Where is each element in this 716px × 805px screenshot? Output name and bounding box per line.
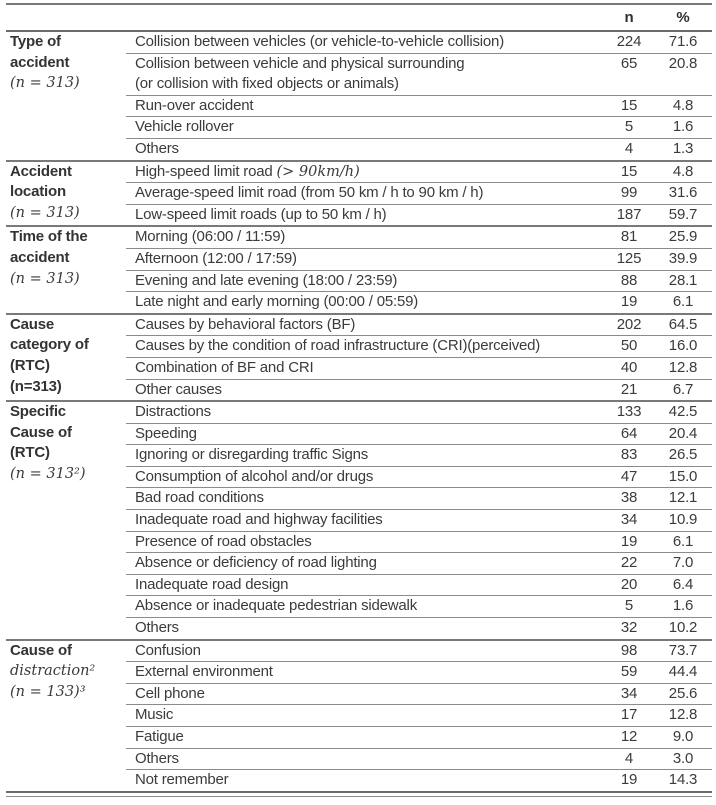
- cell-n: 38: [620, 489, 638, 507]
- cell-n: 64: [620, 424, 638, 442]
- cell-n: 40: [620, 358, 638, 376]
- cell-n: 34: [620, 511, 638, 529]
- row-description: [126, 488, 604, 509]
- table-row: [126, 204, 712, 226]
- cell-n: 99: [620, 184, 638, 202]
- description-text: Distractions: [135, 403, 211, 421]
- row-description: [126, 96, 604, 117]
- table-header-row: [6, 5, 712, 30]
- table-section: [6, 313, 712, 400]
- cell-percent: 26.5: [668, 446, 698, 464]
- description-text: Late night and early morning (00:00 / 05:59): [135, 293, 419, 311]
- cell-n: 4: [624, 139, 634, 157]
- section-label-line: Type of: [10, 33, 61, 50]
- description-text: Other causes: [135, 380, 222, 398]
- cell-n: 34: [620, 684, 638, 702]
- cell-percent: 6.1: [672, 532, 694, 550]
- cell-percent: 73.7: [668, 641, 698, 659]
- row-description: [126, 510, 604, 531]
- table-section: [6, 225, 712, 312]
- column-header-n: n: [624, 9, 634, 26]
- cell-percent: 39.9: [668, 249, 698, 267]
- section-rows: [126, 32, 712, 160]
- table-row: [126, 595, 712, 617]
- cell-n: 21: [620, 380, 638, 398]
- row-description: [126, 575, 604, 596]
- section-rows: [126, 227, 712, 312]
- cell-n: 15: [620, 96, 638, 114]
- row-description: [126, 315, 604, 336]
- cell-percent: 12.1: [668, 489, 698, 507]
- row-description: [126, 249, 604, 270]
- table-row: [126, 704, 712, 726]
- table-row: [126, 162, 712, 183]
- cell-n: 81: [620, 228, 638, 246]
- section-label-line: (n=313): [10, 377, 62, 395]
- table-row: [126, 53, 712, 95]
- table-row: [126, 270, 712, 292]
- cell-percent: 6.7: [672, 380, 694, 398]
- description-text: Presence of road obstacles: [135, 532, 312, 550]
- table-row: [126, 683, 712, 705]
- row-description: [126, 445, 604, 466]
- section-rows: [126, 162, 712, 226]
- cell-n: 19: [620, 532, 638, 550]
- table-row: [126, 357, 712, 379]
- description-text: Consumption of alcohol and/or drugs: [135, 467, 374, 485]
- description-text: Combination of BF and CRI: [135, 358, 314, 376]
- description-text: Collision between vehicle and physical surrounding: [135, 54, 465, 72]
- cell-percent: 10.2: [668, 619, 698, 637]
- section-label-line: Time of the: [10, 228, 88, 246]
- section-label-line: Specific: [10, 403, 66, 421]
- row-description: [126, 380, 604, 401]
- description-text: Inadequate road and highway facilities: [135, 511, 383, 529]
- description-text: Morning (06:00 / 11:59): [135, 228, 286, 246]
- row-description: [126, 684, 604, 705]
- section-label-line: (n = 313): [10, 75, 80, 92]
- description-text: Collision between vehicles (or vehicle-to-vehicle collision): [135, 33, 504, 50]
- table-row: [126, 661, 712, 683]
- row-description: [126, 271, 604, 292]
- table-row: [126, 291, 712, 313]
- cell-percent: 15.0: [668, 467, 698, 485]
- cell-percent: 9.0: [672, 728, 694, 745]
- table-row: [126, 748, 712, 770]
- cell-percent: 25.6: [668, 684, 698, 702]
- cell-percent: 25.9: [668, 228, 698, 246]
- table-row: [126, 402, 712, 423]
- table-row: [126, 466, 712, 488]
- section-label-line: accident: [10, 248, 70, 266]
- cell-percent: 31.6: [668, 184, 698, 202]
- cell-percent: 28.1: [668, 271, 698, 289]
- table-row: [126, 509, 712, 531]
- description-text: Others: [135, 139, 179, 157]
- section-label-line: (RTC): [10, 356, 50, 374]
- cell-n: 202: [616, 315, 642, 333]
- description-text: Low-speed limit roads (up to 50 km / h): [135, 205, 387, 223]
- table-row: [126, 335, 712, 357]
- cell-n: 19: [620, 293, 638, 311]
- cell-n: 125: [616, 249, 642, 267]
- cell-percent: 14.3: [668, 771, 698, 789]
- table-row: [126, 138, 712, 160]
- row-description: [126, 32, 604, 53]
- description-text: High-speed limit road: [135, 162, 277, 180]
- table-body: [6, 30, 712, 793]
- row-description: [126, 183, 604, 204]
- table-row: [126, 182, 712, 204]
- section-label: [6, 641, 126, 791]
- table-row: [126, 423, 712, 445]
- cell-percent: 16.0: [668, 337, 698, 355]
- description-text: Run-over accident: [135, 96, 254, 114]
- cell-percent: 59.7: [668, 205, 698, 223]
- row-description: [126, 467, 604, 488]
- row-description: [126, 54, 604, 95]
- section-label-line: distraction²: [10, 663, 96, 680]
- cell-percent: 12.8: [668, 706, 698, 724]
- cell-percent: 42.5: [668, 403, 698, 421]
- cell-percent: 10.9: [668, 511, 698, 529]
- section-label-line: Cause: [10, 315, 55, 333]
- cell-n: 59: [620, 663, 638, 681]
- description-text: Afternoon (12:00 / 17:59): [135, 249, 297, 267]
- cell-n: 47: [620, 467, 638, 485]
- cell-percent: 12.8: [668, 358, 698, 376]
- section-label-line: (n = 313): [10, 270, 80, 287]
- row-description: [126, 596, 604, 617]
- row-description: [126, 553, 604, 574]
- description-text: Vehicle rollover: [135, 118, 234, 136]
- cell-percent: 3.0: [672, 749, 694, 767]
- description-text: Music: [135, 706, 174, 724]
- description-text: Average-speed limit road (from 50 km / h to 90 km / h): [135, 184, 484, 202]
- cell-percent: 1.6: [672, 597, 694, 615]
- cell-n: 19: [620, 771, 638, 789]
- row-description: [126, 117, 604, 138]
- table-section: [6, 400, 712, 639]
- row-description-line2: (or collision with fixed objects or animals): [135, 75, 399, 93]
- section-label: [6, 162, 126, 226]
- description-text: External environment: [135, 663, 273, 681]
- row-description: [126, 424, 604, 445]
- description-text: Others: [135, 749, 179, 767]
- cell-n: 83: [620, 446, 638, 464]
- table-row: [126, 32, 712, 53]
- cell-n: 50: [620, 337, 638, 355]
- section-label-line: Cause of: [10, 641, 72, 659]
- table-row: [126, 531, 712, 553]
- row-description: [126, 205, 604, 226]
- table-row: [126, 227, 712, 248]
- table-row: [126, 444, 712, 466]
- table-row: [126, 641, 712, 662]
- description-text: Fatigue: [135, 728, 184, 745]
- description-text: Bad road conditions: [135, 489, 264, 507]
- description-math-text: (> 90km/h): [276, 163, 360, 180]
- cell-n: 65: [620, 54, 638, 72]
- cell-percent: 7.0: [672, 554, 694, 572]
- section-label-line: accident: [10, 53, 70, 71]
- cell-percent: 64.5: [668, 315, 698, 333]
- description-text: Absence or inadequate pedestrian sidewalk: [135, 597, 417, 615]
- description-text: Causes by behavioral factors (BF): [135, 315, 356, 333]
- cell-n: 5: [624, 118, 634, 136]
- cell-n: 133: [616, 403, 642, 421]
- table-row: [126, 487, 712, 509]
- cell-percent: 1.6: [672, 118, 694, 136]
- cell-percent: 6.4: [672, 575, 694, 593]
- table-row: [126, 315, 712, 336]
- row-description: [126, 770, 604, 791]
- row-description: [126, 336, 604, 357]
- description-text: Cell phone: [135, 684, 205, 702]
- section-label: [6, 32, 126, 160]
- cell-n: 224: [616, 33, 642, 50]
- section-rows: [126, 315, 712, 400]
- cell-percent: 6.1: [672, 293, 694, 311]
- row-description: [126, 749, 604, 770]
- description-text: Confusion: [135, 641, 201, 659]
- section-rows: [126, 641, 712, 791]
- table-row: [126, 552, 712, 574]
- cell-n: 98: [620, 641, 638, 659]
- row-description: [126, 727, 604, 748]
- table-section: [6, 32, 712, 160]
- description-text: Not remember: [135, 771, 229, 789]
- row-description: [126, 162, 604, 183]
- table-row: [126, 574, 712, 596]
- section-label-line: (n = 313²): [10, 465, 86, 482]
- column-header-percent: %: [676, 9, 690, 26]
- section-label-line: (n = 313): [10, 204, 80, 221]
- cell-percent: 71.6: [668, 33, 698, 50]
- section-label-line: Cause of: [10, 423, 72, 441]
- cell-percent: 20.8: [668, 54, 698, 72]
- description-text: Evening and late evening (18:00 / 23:59): [135, 271, 398, 289]
- row-description: [126, 292, 604, 313]
- table-row: [126, 116, 712, 138]
- row-description: [126, 227, 604, 248]
- description-text: Speeding: [135, 424, 197, 442]
- section-label-line: location: [10, 183, 66, 201]
- row-description: [126, 139, 604, 160]
- cell-n: 88: [620, 271, 638, 289]
- cell-n: 20: [620, 575, 638, 593]
- cell-n: 17: [620, 706, 638, 724]
- table-row: [126, 95, 712, 117]
- section-label-line: Accident: [10, 162, 72, 180]
- table-section: [6, 639, 712, 791]
- table-row: [126, 379, 712, 401]
- cell-percent: 44.4: [668, 663, 698, 681]
- cell-n: 22: [620, 554, 638, 572]
- description-text: Inadequate road design: [135, 575, 289, 593]
- cell-n: 187: [616, 205, 642, 223]
- table-bottom-rule: [6, 796, 712, 797]
- table-row: [126, 726, 712, 748]
- cell-percent: 20.4: [668, 424, 698, 442]
- description-text: Ignoring or disregarding traffic Signs: [135, 446, 369, 464]
- section-label-line: category of: [10, 336, 89, 354]
- section-label-line: (n = 133)³: [10, 683, 86, 700]
- cell-n: 4: [624, 749, 634, 767]
- description-text: Absence or deficiency of road lighting: [135, 554, 377, 572]
- section-label: [6, 315, 126, 400]
- section-rows: [126, 402, 712, 639]
- row-description: [126, 641, 604, 662]
- table-row: [126, 248, 712, 270]
- cell-n: 15: [620, 162, 638, 180]
- section-label-line: (RTC): [10, 444, 50, 462]
- row-description: [126, 705, 604, 726]
- section-label: [6, 227, 126, 312]
- cell-n: 12: [620, 728, 638, 745]
- section-label: [6, 402, 126, 639]
- table-row: [126, 769, 712, 791]
- table-row: [126, 617, 712, 639]
- cell-percent: 4.8: [672, 162, 694, 180]
- description-text: Others: [135, 619, 179, 637]
- cell-n: 32: [620, 619, 638, 637]
- cell-percent: 1.3: [672, 139, 694, 157]
- row-description: [126, 662, 604, 683]
- row-description: [126, 402, 604, 423]
- row-description: [126, 358, 604, 379]
- cell-n: 5: [624, 597, 634, 615]
- description-text: Causes by the condition of road infrastructure (CRI)(perceived): [135, 337, 541, 355]
- table-section: [6, 160, 712, 226]
- row-description: [126, 532, 604, 553]
- row-description: [126, 618, 604, 639]
- cell-percent: 4.8: [672, 96, 694, 114]
